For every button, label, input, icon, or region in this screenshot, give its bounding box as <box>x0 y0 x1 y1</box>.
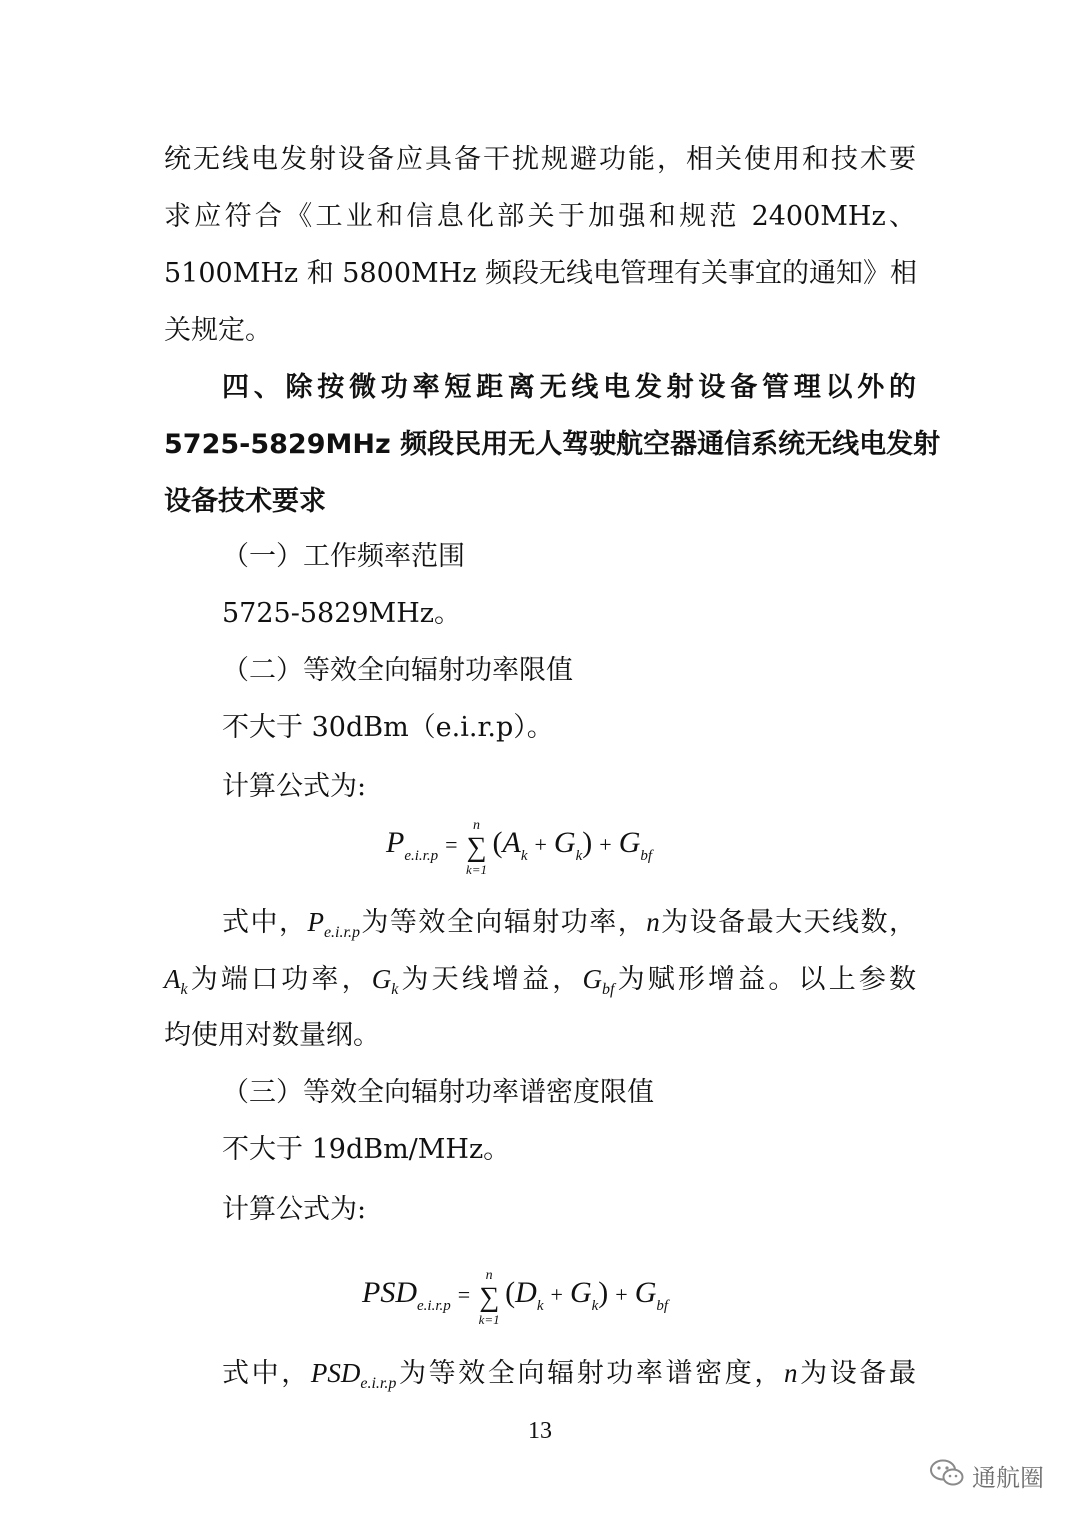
watermark <box>930 1455 1044 1495</box>
formula-subscript: k <box>180 981 188 998</box>
formula-intro: 计算公式为: <box>222 771 367 802</box>
text-span: 为天线增益， <box>398 964 583 995</box>
formula-subscript: bf <box>656 1298 669 1314</box>
paragraph-line: 统无线电发射设备应具备干扰规避功能，相关使用和技术要 <box>164 144 916 175</box>
text-span: 式中， <box>222 1358 311 1389</box>
formula-subscript: k <box>575 848 583 864</box>
subsection-title: （二）等效全向辐射功率限值 <box>222 655 573 686</box>
formula-symbol: G <box>618 826 641 859</box>
summation-sign <box>477 1268 501 1328</box>
text-span: 为端口功率， <box>187 964 372 995</box>
summation-symbol: ∑ <box>466 832 487 864</box>
text-span: 为设备最大天线数， <box>659 907 917 938</box>
formula-explanation-line <box>222 905 916 944</box>
page-number: 13 <box>528 1418 552 1444</box>
formula-operator: + <box>599 832 612 857</box>
formula-operator: = <box>457 1282 471 1307</box>
section-heading-line: 设备技术要求 <box>164 486 326 517</box>
paragraph-line: 关规定。 <box>164 315 272 346</box>
formula-symbol: G <box>634 1276 657 1309</box>
formula-symbol: P <box>307 907 324 937</box>
formula-operator: + <box>534 832 547 857</box>
formula-paren: ( <box>505 1276 516 1309</box>
formula-symbol: D <box>515 1276 537 1309</box>
formula-symbol: A <box>502 826 521 859</box>
subsection-value: 5725-5829MHz。 <box>222 598 461 629</box>
formula-subscript: bf <box>601 981 615 998</box>
wechat-icon <box>930 1459 964 1491</box>
eirp-formula <box>386 818 653 878</box>
formula-subscript: k <box>391 981 399 998</box>
subsection-title: （一）工作频率范围 <box>222 541 465 572</box>
subsection-value: 不大于 30dBm（e.i.r.p）。 <box>222 712 554 743</box>
psd-formula <box>362 1268 669 1328</box>
formula-symbol: G <box>569 1276 592 1309</box>
formula-explanation-line: 均使用对数量纲。 <box>164 1020 380 1051</box>
formula-paren: ( <box>492 826 503 859</box>
watermark-label: 通航圈 <box>972 1463 1044 1492</box>
text-span: 为等效全向辐射功率， <box>359 907 647 938</box>
formula-paren: ) <box>598 1276 609 1309</box>
paragraph-line: 求应符合《工业和信息化部关于加强和规范 2400MHz、 <box>164 201 916 232</box>
formula-subscript: e.i.r.p <box>323 924 360 941</box>
subsection-title: （三）等效全向辐射功率谱密度限值 <box>222 1077 654 1108</box>
summation-lower: k=1 <box>465 862 488 878</box>
formula-symbol: PSD <box>362 1276 417 1309</box>
summation-upper: n <box>485 1268 493 1284</box>
formula-symbol: PSD <box>310 1358 361 1388</box>
formula-subscript: k <box>536 1298 544 1314</box>
text-span: 为等效全向辐射功率谱密度， <box>396 1358 785 1389</box>
formula-operator: + <box>615 1282 628 1307</box>
formula-paren: ) <box>582 826 593 859</box>
text-span: 式中， <box>222 907 308 938</box>
formula-operator: = <box>445 832 458 857</box>
summation-upper: n <box>473 818 480 834</box>
formula-intro: 计算公式为: <box>222 1194 367 1225</box>
summation-symbol: ∑ <box>479 1282 500 1314</box>
formula-subscript: bf <box>640 848 653 864</box>
formula-symbol: G <box>553 826 576 859</box>
formula-symbol: P <box>386 826 405 859</box>
section-heading-line: 5725-5829MHz 频段民用无人驾驶航空器通信系统无线电发射 <box>164 429 941 460</box>
formula-symbol: G <box>582 964 602 994</box>
formula-symbol: G <box>371 964 392 994</box>
formula-subscript: e.i.r.p <box>360 1375 397 1392</box>
formula-explanation-line <box>164 962 916 1001</box>
formula-subscript: k <box>520 848 528 864</box>
section-heading-line: 四、除按微功率短距离无线电发射设备管理以外的 <box>222 372 916 403</box>
text-span: 为设备最 <box>797 1358 917 1389</box>
formula-symbol: n <box>646 907 660 937</box>
summation-lower: k=1 <box>478 1312 500 1328</box>
subsection-value: 不大于 19dBm/MHz。 <box>222 1134 511 1165</box>
summation-sign <box>465 818 489 878</box>
paragraph-line: 5100MHz 和 5800MHz 频段无线电管理有关事宜的通知》相 <box>164 258 918 289</box>
text-span: 为赋形增益。以上参数 <box>614 964 917 995</box>
formula-symbol: n <box>784 1358 798 1388</box>
formula-symbol: A <box>164 964 181 994</box>
formula-subscript: k <box>591 1298 599 1314</box>
formula-subscript: e.i.r.p <box>404 848 439 864</box>
formula-operator: + <box>550 1282 563 1307</box>
formula-explanation-line <box>222 1356 916 1395</box>
formula-subscript: e.i.r.p <box>417 1298 451 1314</box>
